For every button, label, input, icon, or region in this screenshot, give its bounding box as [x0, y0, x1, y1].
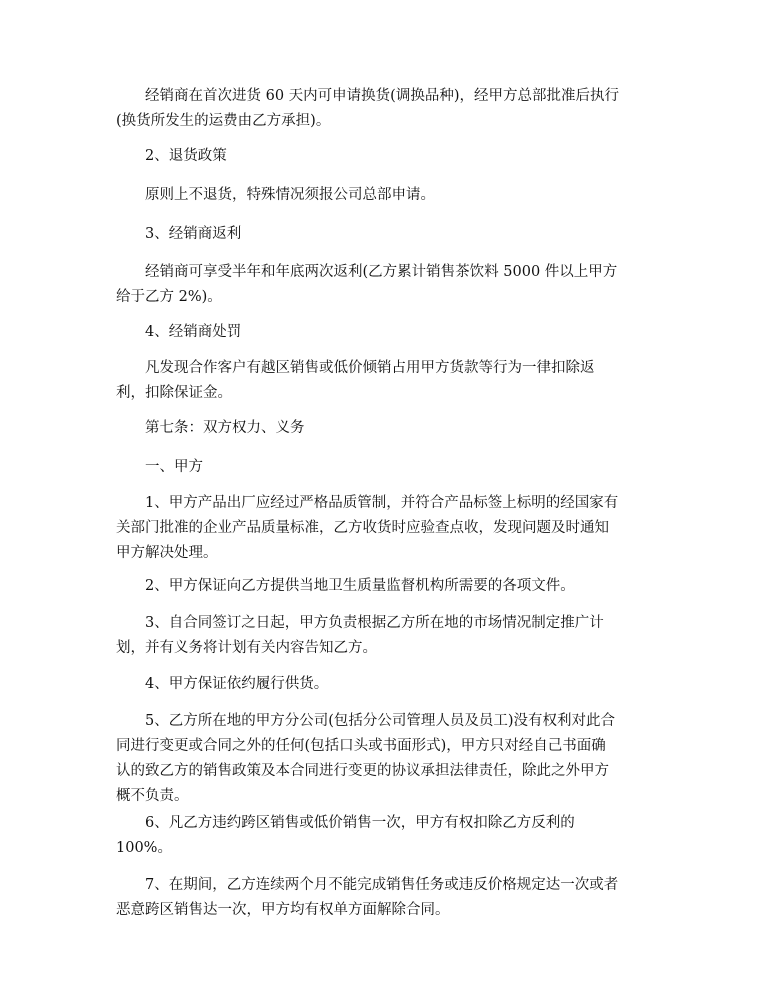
heading-party-a [116, 455, 676, 480]
party-a-item-5 [116, 709, 676, 809]
text-line: 同进行变更或合同之外的任何(包括口头或书面形式)，甲方只对经自己书面确 [116, 738, 606, 754]
text-line: 关部门批准的企业产品质量标准，乙方收货时应验查点收，发现问题及时通知 [116, 520, 609, 536]
text-line: 2、甲方保证向乙方提供当地卫生质量监督机构所需要的各项文件。 [116, 578, 575, 594]
text-line: 4、甲方保证依约履行供货。 [116, 676, 329, 692]
paragraph-exchange-policy [116, 84, 676, 134]
party-a-item-2 [116, 574, 676, 599]
text-line: 认的致乙方的销售政策及本合同进行变更的协议承担法律责任，除此之外甲方 [116, 763, 609, 779]
text-line: 恶意跨区销售达一次，甲方均有权单方面解除合同。 [116, 902, 450, 918]
text-line: 一、甲方 [116, 459, 203, 475]
paragraph-rebate [116, 260, 676, 310]
text-line: 5、乙方所在地的甲方分公司(包括分公司管理人员及员工)没有权利对此合 [116, 713, 616, 729]
party-a-item-3 [116, 611, 676, 661]
article-seven-title [116, 416, 676, 441]
text-line: (换货所发生的运费由乙方承担)。 [116, 113, 331, 129]
party-a-item-7 [116, 873, 676, 923]
party-a-item-1 [116, 491, 676, 566]
text-line: 第七条：双方权力、义务 [116, 420, 305, 436]
text-line: 6、凡乙方违约跨区销售或低价销售一次，甲方有权扣除乙方反利的 [116, 815, 575, 831]
text-line: 凡发现合作客户有越区销售或低价倾销占用甲方货款等行为一律扣除返 [116, 360, 595, 376]
heading-penalty [116, 320, 676, 345]
text-line: 3、经销商返利 [116, 226, 242, 242]
party-a-item-4 [116, 672, 676, 697]
text-line: 4、经销商处罚 [116, 324, 242, 340]
heading-return-policy [116, 144, 676, 169]
text-line: 利，扣除保证金。 [116, 385, 232, 401]
paragraph-return-policy [116, 183, 676, 208]
text-line: 3、自合同签订之日起，甲方负责根据乙方所在地的市场情况制定推广计 [116, 615, 604, 631]
text-line: 1、甲方产品出厂应经过严格品质管制，并符合产品标签上标明的经国家有 [116, 495, 619, 511]
text-line: 2、退货政策 [116, 148, 227, 164]
text-line: 7、在期间，乙方连续两个月不能完成销售任务或违反价格规定达一次或者 [116, 877, 619, 893]
text-line: 划，并有义务将计划有关内容告知乙方。 [116, 640, 377, 656]
text-line: 甲方解决处理。 [116, 545, 218, 561]
text-line: 概不负责。 [116, 788, 189, 804]
text-line: 原则上不退货，特殊情况须报公司总部申请。 [116, 187, 435, 203]
party-a-item-6 [116, 811, 676, 861]
text-line: 100%。 [116, 840, 172, 856]
paragraph-penalty [116, 356, 676, 406]
text-line: 经销商可享受半年和年底两次返利(乙方累计销售茶饮料 5000 件以上甲方 [116, 264, 618, 280]
text-line: 经销商在首次进货 60 天内可申请换货(调换品种)，经甲方总部批准后执行 [116, 88, 619, 104]
heading-rebate [116, 222, 676, 247]
text-line: 给于乙方 2%)。 [116, 289, 222, 305]
